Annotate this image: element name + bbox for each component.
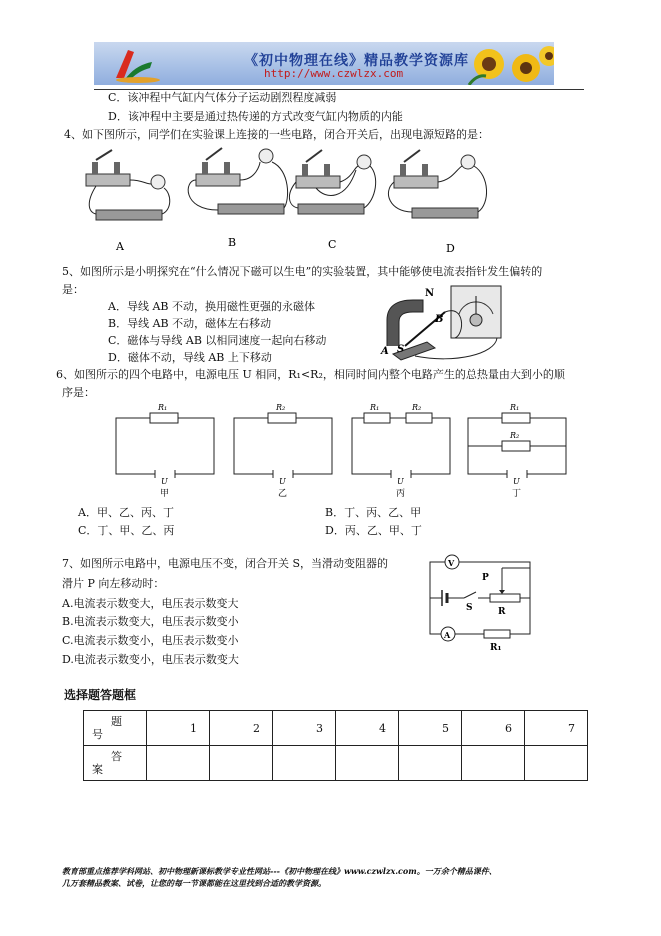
q5-stem-line2: 是：: [62, 283, 84, 296]
resistor-icon: [268, 413, 296, 423]
q4-stem: 4、如下图所示，同学们在实验课上连接的一些电路，闭合开关后，出现电源短路的是：: [64, 128, 489, 141]
q4-label-c: C: [328, 238, 337, 251]
q7-option-d: D.电流表示数变小，电压表示数变大: [62, 653, 239, 666]
q7-option-a: A.电流表示数变大，电压表示数变大: [62, 597, 239, 610]
answer-cell[interactable]: [399, 746, 462, 781]
q5-option-a: A．导线 AB 不动，换用磁性更强的永磁体: [108, 300, 315, 313]
q6-bing-u: U: [397, 477, 404, 486]
question-number-cell: 7: [525, 711, 588, 746]
header-banner: [94, 42, 554, 85]
header-divider: [94, 89, 584, 90]
q6-ding-u: U: [513, 477, 520, 486]
q4-circuit-figures: [76, 140, 496, 260]
q5-option-b: B．导线 AB 不动，磁体左右移动: [108, 317, 272, 330]
q6-option-c: C．丁、甲、乙、丙: [78, 524, 175, 537]
sunflower-icon: [469, 46, 554, 85]
footer-line1: 教育部重点推荐学科网站、初中物理新课标教学专业性网站---《初中物理在线》www.czwlzx.com。一万余个精品课件、: [62, 866, 497, 876]
q7-label-a: A: [444, 630, 451, 640]
q6-circuit-figures: [100, 400, 570, 500]
q4-figure-a: [86, 150, 170, 220]
q6-yi-r: R₂: [276, 403, 286, 412]
q7-option-b: B.电流表示数变大，电压表示数变小: [62, 615, 239, 628]
q6-stem-line2: 序是：: [62, 386, 95, 399]
q6-circuit-jia: [116, 403, 214, 499]
q6-option-a: A．甲、乙、丙、丁: [78, 506, 174, 519]
q7-stem-line2: 滑片 P 向左移动时：: [62, 577, 165, 590]
q7-label-p: P: [482, 573, 489, 583]
q6-yi-label: 乙: [278, 489, 288, 499]
q4-label-a: A: [116, 240, 124, 253]
question-number-cell: 4: [336, 711, 399, 746]
q6-circuit-bing: [352, 403, 450, 499]
question-number-cell: 1: [147, 711, 210, 746]
question-number-cell: 5: [399, 711, 462, 746]
resistor-icon: [502, 441, 530, 451]
row-header-answer: 答 案: [84, 746, 147, 781]
q5-label-b: B: [435, 314, 444, 325]
answer-cell[interactable]: [525, 746, 588, 781]
resistor-icon: [150, 413, 178, 423]
q5-label-n: N: [425, 288, 435, 299]
q7-circuit-figure: [420, 554, 540, 654]
banner-url[interactable]: http://www.czwlzx.com: [264, 67, 404, 80]
q7-label-v: V: [448, 558, 455, 568]
question-number-cell: 2: [210, 711, 273, 746]
resistor-icon: [502, 413, 530, 423]
question-number-cell: 6: [462, 711, 525, 746]
q5-option-d: D．磁体不动，导线 AB 上下移动: [108, 351, 272, 364]
q6-jia-u: U: [161, 477, 168, 486]
q6-ding-r1: R₁: [510, 403, 520, 412]
row-header-question-number: 题 号: [84, 711, 147, 746]
resistor-icon: [406, 413, 432, 423]
magnet-icon: [387, 300, 423, 346]
q4-label-b: B: [228, 236, 237, 249]
resistor-icon: [364, 413, 390, 423]
q4-figure-b: [188, 148, 287, 214]
footer-line2: 几万套精品教案、试卷，让您的每一节课都能在这里找到合适的教学资源。: [62, 878, 326, 888]
q6-jia-r: R₁: [158, 403, 168, 412]
q5-stem-line1: 5、如图所示是小明探究在“什么情况下磁可以生电”的实验装置，其中能够使电流表指针发生偏转的: [62, 265, 543, 278]
answer-cell[interactable]: [147, 746, 210, 781]
q5-apparatus-figure: [375, 284, 510, 366]
q6-circuit-yi: [234, 403, 332, 499]
q6-option-d: D．丙、乙、甲、丁: [325, 524, 422, 537]
q3-option-c: C．该冲程中气缸内气体分子运动剧烈程度减弱: [108, 91, 337, 104]
q5-label-a: A: [381, 346, 389, 357]
answer-cell[interactable]: [273, 746, 336, 781]
q4-figure-c: [289, 150, 375, 214]
q7-label-r: R: [498, 607, 506, 617]
question-number-cell: 3: [273, 711, 336, 746]
answer-table-row-answers: [84, 746, 588, 781]
q3-option-d: D．该冲程中主要是通过热传递的方式改变气缸内物质的内能: [108, 110, 403, 123]
answer-cell[interactable]: [210, 746, 273, 781]
rheostat-icon: [490, 594, 520, 602]
q4-figure-d: [388, 150, 486, 218]
q7-label-r1: R₁: [490, 643, 502, 653]
answer-table: [83, 710, 588, 781]
q7-label-s: S: [466, 603, 473, 613]
q6-stem-line1: 6、如图所示的四个电路中，电源电压 U 相同，R₁<R₂，相同时间内整个电路产生的总热量由大到小的顺: [56, 368, 565, 381]
answer-cell[interactable]: [336, 746, 399, 781]
q6-bing-label: 丙: [396, 489, 406, 499]
q6-bing-r1: R₁: [370, 403, 380, 412]
q6-ding-r2: R₂: [510, 431, 520, 440]
q6-circuit-ding: [468, 403, 566, 499]
q7-stem-line1: 7、如图所示电路中，电源电压不变，闭合开关 S，当滑动变阻器的: [62, 557, 389, 570]
q7-option-c: C.电流表示数变小，电压表示数变小: [62, 634, 239, 647]
answer-box-title: 选择题答题框: [64, 688, 137, 702]
q6-bing-r2: R₂: [412, 403, 422, 412]
q6-option-b: B．丁、丙、乙、甲: [325, 506, 422, 519]
q5-label-s: S: [397, 344, 405, 355]
q5-option-c: C．磁体与导线 AB 以相同速度一起向右移动: [108, 334, 327, 347]
q4-label-d: D: [446, 242, 455, 255]
q6-yi-u: U: [279, 477, 286, 486]
resistor-icon: [484, 630, 510, 638]
banner-title: 《初中物理在线》精品教学资源库: [244, 53, 469, 69]
answer-table-row-numbers: [84, 711, 588, 746]
q6-ding-label: 丁: [512, 489, 522, 499]
q6-jia-label: 甲: [160, 489, 170, 499]
answer-cell[interactable]: [462, 746, 525, 781]
